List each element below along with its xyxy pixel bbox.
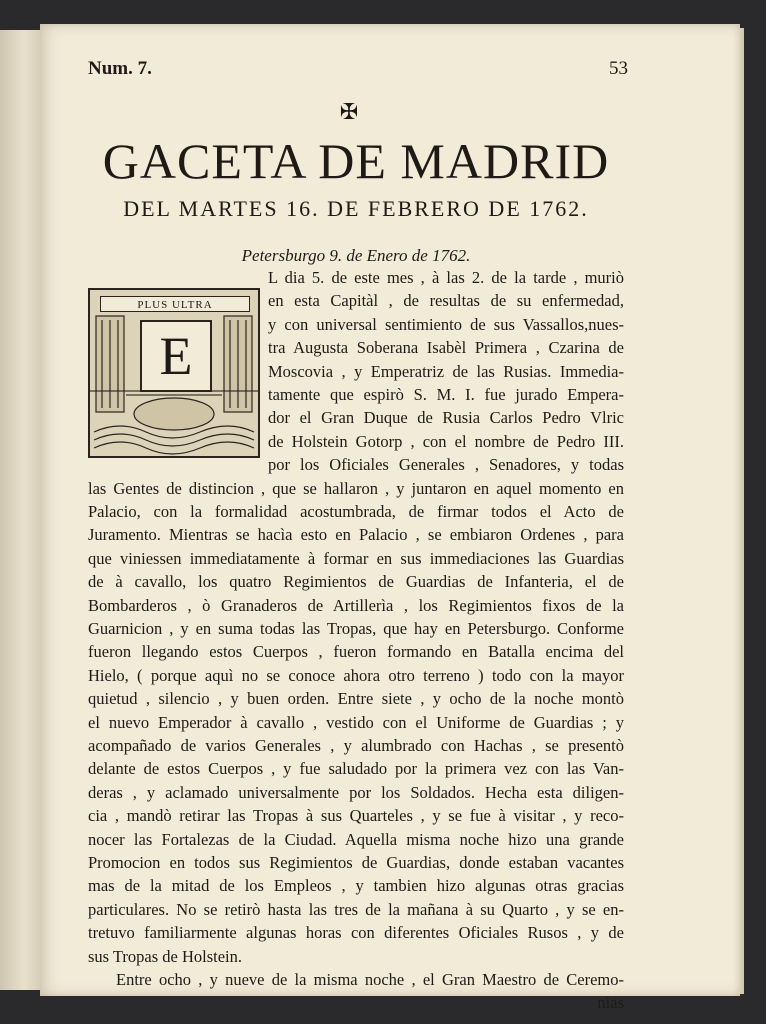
article-line: Guarnicion , y en suma todas las Tropas, que hay en Petersburgo. Conforme [88,619,624,638]
article-dateline: Petersburgo 9. de Enero de 1762. [241,246,471,265]
facing-page-edge [0,30,41,990]
article-line: fueron llegando estos Cuerpos , fueron formando en Batalla encima del [88,642,624,662]
page-number: 53 [609,58,628,79]
article-line: acompañado de varios Generales , y alumbrado con Hachas , se presentò [88,736,624,755]
decorated-initial [88,288,260,458]
article-line: L dia 5. de este mes , à las 2. de la tarde , muriò [268,268,624,287]
cross-icon: ✠ [339,99,359,124]
article-line: Entre ocho , y nueve de la misma noche , el Gran Maestro de Ceremo- [116,970,624,989]
article-line: tretuvo familiarmente algunas horas con diferentes Oficiales Rusos , y de [88,923,624,943]
article-line: deras , y aclamado universalmente por los Soldados. Hecha esta diligen- [88,782,624,802]
article-line: mas de la mitad de los Empleos , y tambien hizo algunas otras gracias [88,876,624,896]
article-line: Palacio, con la formalidad acostumbrada, de firmar todos el Acto de [88,502,624,521]
article-line: tra Augusta Soberana Isabèl Primera , Czarina de [268,338,624,358]
article-line: de à cavallo, los quatro Regimientos de Guardias de Infanteria, el de [88,572,624,592]
article-line: por los Oficiales Generales , Senadores, y todas [268,455,624,475]
article-line: el nuevo Emperador à cavallo , vestido con el Uniforme de Guardias ; y [88,712,624,732]
article-line: tamente que espirò S. M. I. fue jurado Empera- [268,385,624,404]
article-line: particulares. No se retirò hasta las tres de la mañana à su Quarto , y se en- [88,899,624,919]
article-line: Hielo, ( porque aquì no se conoce ahora otro terreno ) todo con la mayor [88,665,624,685]
article-line: quietud , silencio , y buen orden. Entre siete , y ocho de la noche montò [88,689,624,709]
article-line: las Gentes de distincion , que se hallaron , y juntaron en aquel momento en [88,478,624,498]
initial-letter: E [140,320,212,392]
article-line: que viniessen immediatamente à formar en sus immediaciones las Guardias [88,548,624,568]
article-line: Promocion en todos sus Regimientos de Guardias, donde estaban vacantes [88,853,624,872]
masthead-title: GACETA DE MADRID [102,133,610,189]
article-line: Juramento. Mientras se hacìa esto en Palacio , se embiaron Ordenes , para [88,525,624,545]
page-header [88,58,628,84]
article-line: Moscovia , y Emperatriz de las Rusias. Immedia- [268,361,624,381]
gazette-page [40,24,740,1013]
article-line: Bombarderos , ò Granaderos de Artillerìa , los Regimientos fixos de la [88,595,624,615]
article-line: sus Tropas de Holstein. [88,946,243,966]
article-line: y con universal sentimiento de sus Vassallos,nues- [268,314,624,334]
article-line: nocer las Fortalezas de la Ciudad. Aquella misma noche hizo una grande [88,829,624,849]
issue-number: Num. 7. [88,58,152,79]
article-line: dor el Gran Duque de Rusia Carlos Pedro Vlric [268,408,624,428]
article-line: en esta Capitàl , de resultas de su enfermedad, [268,291,624,311]
initial-banner: PLUS ULTRA [100,296,250,312]
masthead-date: DEL MARTES 16. DE FEBRERO DE 1762. [123,196,589,221]
article-line: delante de estos Cuerpos , y fue saludado por la primera vez con las Van- [88,759,624,779]
catchword: nias [597,993,624,1013]
article-line: de Holstein Gotorp , con el nombre de Pedro III. [268,431,624,451]
article-line: cia , mandò retirar las Tropas à sus Quarteles , y se fue à visitar , y reco- [88,806,624,826]
